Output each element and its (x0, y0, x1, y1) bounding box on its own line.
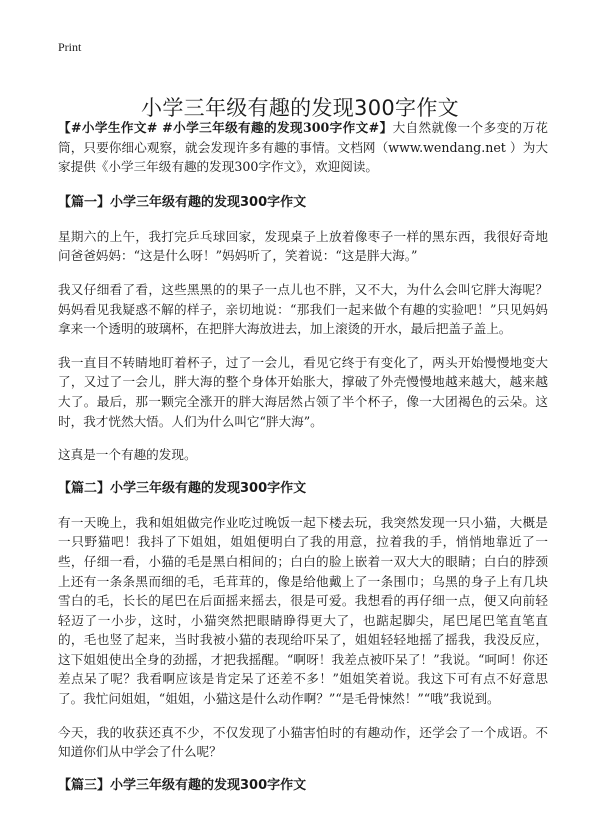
document-title: 小学三年级有趣的发现300字作文 (141, 96, 459, 121)
document-body (58, 118, 548, 810)
section-heading-2: 【篇二】小学三年级有趣的发现300字作文 (58, 480, 307, 496)
section-2-paragraph-1: 有一天晚上，我和姐姐做完作业吃过晚饭一起下楼去玩，我突然发现一只小猫，大概是一只野猫吧！我抖了下姐姐，姐姐便明白了我的用意，拉着我的手，悄悄地靠近了一些，仔细一看，小猫的毛是黑白相间的；白白的脸上嵌着一双大大的眼睛；白白的脖颈上还有一条条黑而细的毛，毛茸茸的，像是给他戴上了一条围巾；乌黑的身子上有几块雪白的毛，长长的尾巴在后面摇来摇去，很是可爱。我想看的再仔细一点，便又向前轻轻迈了一小步，这时，小猫突然把眼睛睁得更大了，也踮起脚尖，尾巴尾巴笔直笔直的，毛也竖了起来，当时我被小猫的表现给吓呆了，姐姐轻轻地摇了摇我，我没反应，这下姐姐使出全身的劲摇，才把我摇醒。“啊呀！我差点被吓呆了！”我说。“呵呵！你还差点呆了呢？我看啊应该是肯定呆了还差不多！”姐姐笑着说。我这下可有点不好意思了。我忙问姐姐，“姐姐，小猫这是什么动作啊？”“是毛骨悚然！”“哦”我说到。 (58, 514, 548, 707)
section-1-paragraph-1: 星期六的上午，我打完乒乓球回家，发现桌子上放着像枣子一样的黑东西，我很好奇地问爸爸妈妈：“这是什么呀！”妈妈听了，笑着说：“这是胖大海。” (58, 228, 548, 264)
section-2-paragraph-2: 今天，我的收获还真不少，不仅发现了小猫害怕时的有趣动作，还学会了一个成语。不知道你们从中学会了什么呢？ (58, 724, 548, 760)
intro-text: 大自然就像一个多变的万花筒，只要你细心观察，就会发现许多有趣的事情。文档网（www.wendang.net ）为大家提供《小学三年级有趣的发现300字作文》，欢迎阅读。 (58, 120, 548, 175)
section-heading-3: 【篇三】小学三年级有趣的发现300字作文 (58, 777, 307, 793)
section-1-paragraph-3: 我一直目不转睛地盯着杯子，过了一会儿，看见它终于有变化了，两头开始慢慢地变大了，又过了一会儿，胖大海的整个身体开始胀大，撑破了外壳慢慢地越来越大，越来越大了。最后，那一颗完全涨开的胖大海居然占领了半个杯子，像一大团褐色的云朵。这时，我才恍然大悟。人们为什么叫它“胖大海”。 (58, 354, 548, 429)
section-heading-1: 【篇一】小学三年级有趣的发现300字作文 (58, 194, 307, 210)
intro-tags: 【#小学生作文# #小学三年级有趣的发现300字作文#】 (58, 120, 393, 135)
section-1-paragraph-2: 我又仔细看了看，这些黑黑的的果子一点儿也不胖，又不大，为什么会叫它胖大海呢？妈妈看见我疑惑不解的样子，亲切地说：“那我们一起来做个有趣的实验吧！”只见妈妈拿来一个透明的玻璃杯，在把胖大海放进去，加上滚烫的开水，最后把盖子盖上。 (58, 281, 548, 337)
section-1-paragraph-4: 这真是一个有趣的发现。 (58, 447, 197, 463)
print-label: Print (58, 40, 82, 54)
intro-paragraph (58, 118, 548, 177)
